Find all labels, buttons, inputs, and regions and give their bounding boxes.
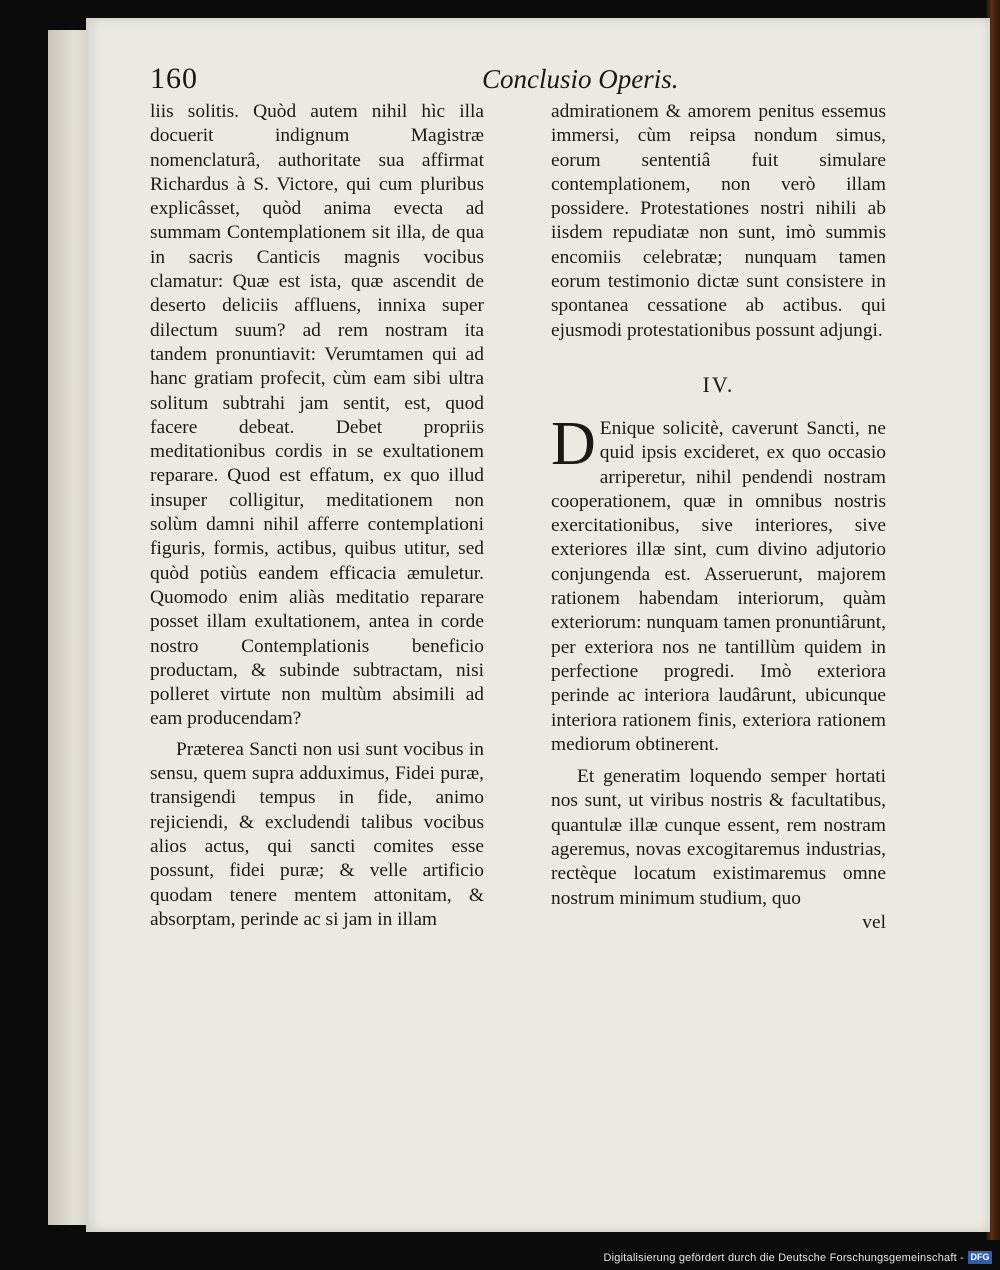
catchword: vel bbox=[862, 911, 886, 933]
dfg-logo-icon: DFG bbox=[968, 1251, 992, 1264]
right-paragraph-2-text: Enique solicitè, caverunt Sancti, ne quid ipsis excideret, ex quo occasio arriperetur, nihil pendendi nostram cooperationem, quæ in omnibus nostris exercitationibus, sive interiores, sive exteriores illæ sint, cum divino adjutorio conjungenda est. Asseruerunt, majorem rationem habendam interiorum, quàm exteriorum: nunquam tamen pronuntiârunt, per exteriora nos ne tantillùm quidem in perfectione progredi. Imò exteriora perinde ac interiora laudârunt, ubicunque interiora rationem finis, exteriora rationem mediorum obtinerent. bbox=[551, 417, 886, 755]
digitization-credit: Digitalisierung gefördert durch die Deutsche Forschungsgemeinschaft - bbox=[603, 1252, 964, 1264]
drop-cap: D bbox=[551, 409, 596, 478]
page-number: 160 bbox=[150, 62, 198, 95]
section-number: IV. bbox=[702, 371, 735, 397]
right-column bbox=[551, 100, 886, 935]
right-paragraph-1: admirationem & amorem penitus essemus immersi, cùm reipsa nondum simus, eorum sententiâ fuit simulare contemplationem, non verò illam possidere. Protestationes nostri nihili ab iisdem repudiatæ non sunt, imò summis encomiis celebratæ; nunquam tamen eorum testimonio dictæ sunt consistere in spontanea cessatione ab actibus. qui ejusmodi protestationibus possunt adjungi. bbox=[551, 101, 886, 341]
running-head bbox=[150, 62, 890, 102]
left-column bbox=[150, 100, 484, 932]
running-title: Conclusio Operis. bbox=[482, 64, 679, 94]
book-spine-left bbox=[48, 30, 90, 1225]
right-paragraph-2 bbox=[551, 409, 886, 757]
right-paragraph-3: Et generatim loquendo semper hortati nos sunt, ut viribus nostris & facultatibus, quantulæ illæ cunque essent, rem nostram ageremus, novas excogitaremus industrias, rectèque locatum existimaremus omne nostrum minimum studium, quo bbox=[551, 766, 886, 909]
left-paragraph-2: Præterea Sancti non usi sunt vocibus in sensu, quem supra adduximus, Fidei puræ, transigendi tempus in fide, animo rejiciendi, & excludendi talibus vocibus alios actus, qui sancti comites esse possunt, fidei puræ; & velle artificio quodam tenere mentem attonitam, & absorptam, perinde ac si jam in illam bbox=[150, 738, 484, 930]
left-paragraph-1: liis solitis. Quòd autem nihil hìc illa docuerit indignum Magistræ nomenclaturâ, authoritate sua affirmat Richardus à S. Victore, qui cum pluribus explicâsset, quòd anima evecta ad summam Contemplationem sit illa, de qua in sacris Canticis magnis vocibus clamatur: Quæ est ista, quæ ascendit de deserto deliciis affluens, innixa super dilectum suum? ad rem nostram ita tandem pronuntiavit: Verumtamen qui ad hanc gratiam profecit, cùm eam sibi ultra solitum subtrahi jam sentit, est, quod facere debeat. Debet propriis meditationibus cordis in se exultationem reparare. Quod est effatum, ex quo illud insuper colligitur, meditationem non solùm damni nihil afferre contemplationi figuris, formis, actibus, quibus utitur, sed quòd potiùs eandem efficacia æmuletur. Quomodo enim aliàs meditatio reparare posset illam exultationem, antea in corde nostro Contemplationis beneficio productam, & subinde subtractam, nisi polleret virtute non multùm absimili ad eam producendam? bbox=[150, 101, 484, 730]
